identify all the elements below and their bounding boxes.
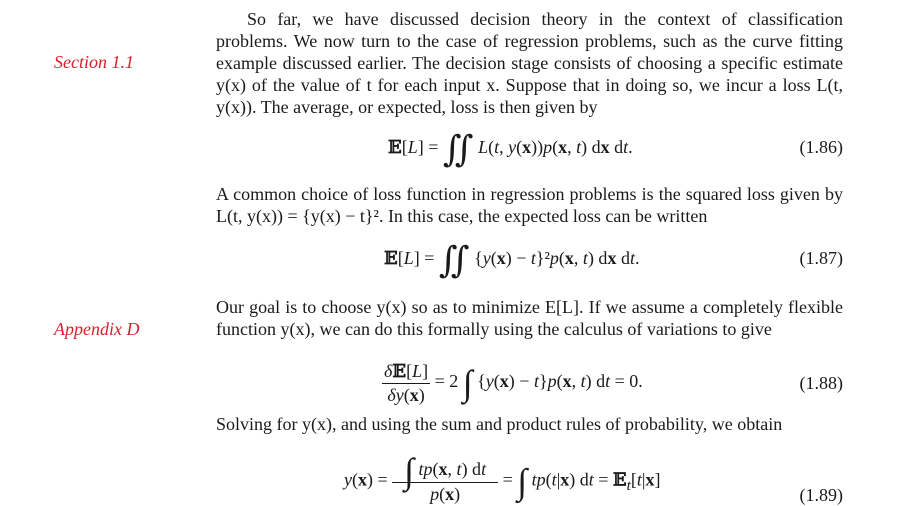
equation-number-1-89: (1.89)	[799, 485, 843, 505]
equation-1-88	[216, 358, 843, 406]
equation-number-1-87: (1.87)	[799, 248, 843, 268]
paragraph-1: So far, we have discussed decision theory in the context of classification problems. We now turn to the case of regression problems, such as the curve fitting example discussed earlier. The decision stage consists of choosing a specific estimate y(x) of the value of t for each input x. Suppose that in doing so, we incur a loss L(t, y(x)). The average, or expected, loss is then given by	[216, 9, 843, 117]
margin-note-section: Section 1.1	[54, 52, 134, 72]
equation-number-1-86: (1.86)	[799, 137, 843, 157]
equation-1-87-body: 𝔼[L] = ∬ {y(x) − t}²p(x, t) dx dt.	[384, 240, 640, 280]
margin-note-appendix: Appendix D	[54, 319, 140, 339]
equation-1-88-body: $\frac{\text{δ𝔼[L]}}{\delta y(x)}$ = 2 ∫ {y(x) − t}p(x, t) dt = 0.	[384, 361, 643, 405]
equation-1-86-body: 𝔼[L] = ∬ L(t, y(x))p(x, t) dx dt.	[388, 129, 633, 169]
equation-1-87	[216, 239, 843, 279]
paragraph-4: Solving for y(x), and using the sum and product rules of probability, we obtain	[216, 414, 783, 434]
paragraph-2: A common choice of loss function in regression problems is the squared loss given by L(t, y(x)) = {y(x) − t}². In this case, the expected loss can be written	[216, 184, 843, 226]
equation-number-1-88: (1.88)	[799, 373, 843, 393]
equation-1-86	[216, 128, 843, 168]
paragraph-3: Our goal is to choose y(x) so as to minimize E[L]. If we assume a completely flexible function y(x), we can do this formally using the calculus of variations to give	[216, 297, 843, 339]
equation-1-89	[216, 456, 843, 506]
equation-1-89-body: y(x) = $\frac{\int tp(x, t) dt}{p(x)}$ = ∫ tp(t|x) dt = 𝔼$_t$[t|x]	[344, 456, 661, 504]
